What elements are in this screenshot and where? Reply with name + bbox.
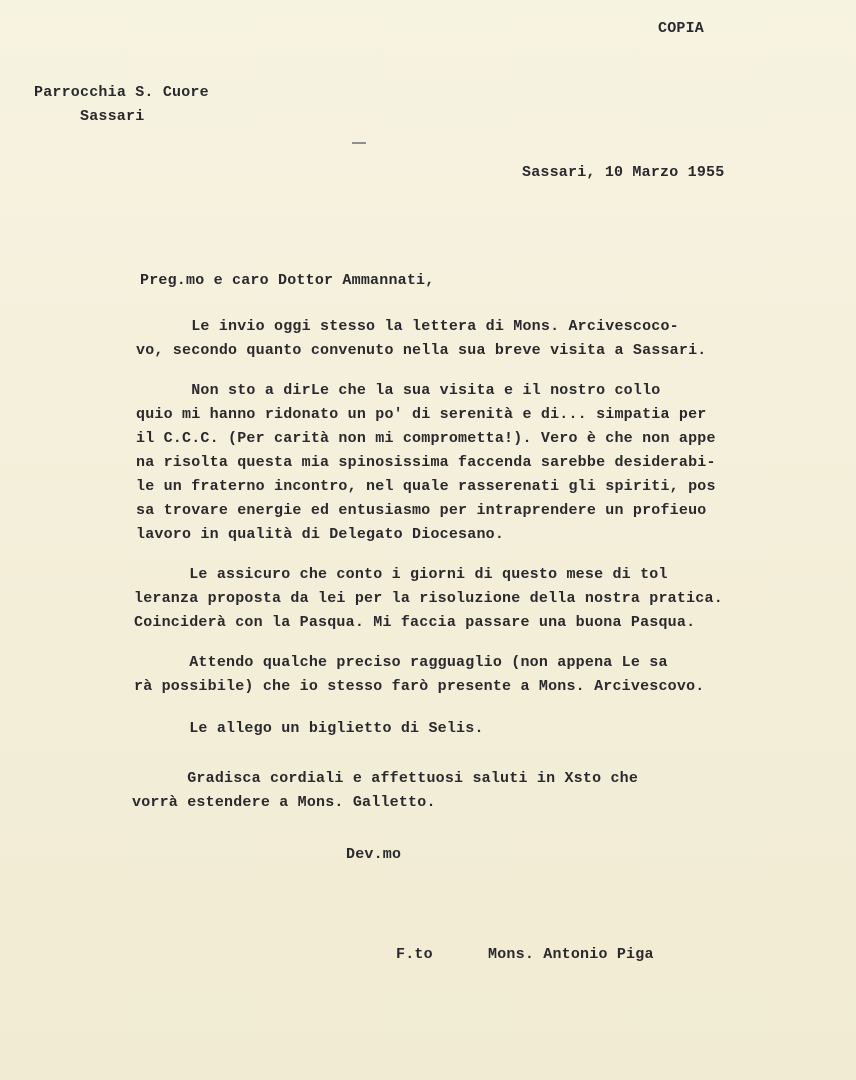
text-line: Le invio oggi stesso la lettera di Mons. Arcivescoco-: [136, 318, 679, 335]
text-line: Non sto a dirLe che la sua visita e il nostro collo: [136, 382, 661, 399]
text-line: quio mi hanno ridonato un po' di serenità e di... simpatia per: [136, 406, 707, 423]
text-line: Gradisca cordiali e affettuosi saluti in Xsto che: [132, 770, 639, 787]
signature-block: [396, 944, 654, 966]
text-line: lavoro in qualità di Delegato Diocesano.: [136, 526, 505, 543]
text-line: sa trovare energie ed entusiasmo per intraprendere un profieuo: [136, 502, 707, 519]
signature-prefix: F.to: [396, 946, 433, 963]
text-line: rà possibile) che io stesso farò presente a Mons. Arcivescovo.: [134, 678, 705, 695]
text-line: na risolta questa mia spinosissima faccenda sarebbe desiderabi-: [136, 454, 716, 471]
letter-date: Sassari, 10 Marzo 1955: [522, 164, 725, 181]
greeting: Preg.mo e caro Dottor Ammannati,: [140, 272, 435, 289]
sender-parish: Parrocchia S. Cuore: [34, 84, 209, 101]
text-line: Coinciderà con la Pasqua. Mi faccia passare una buona Pasqua.: [134, 614, 696, 631]
text-line: Attendo qualche preciso ragguaglio (non appena Le sa: [134, 654, 668, 671]
text-line: vorrà estendere a Mons. Galletto.: [132, 794, 436, 811]
text-line: il C.C.C. (Per carità non mi comprometta!). Vero è che non appe: [136, 430, 716, 447]
signature-name: Mons. Antonio Piga: [488, 946, 654, 963]
text-line: Le allego un biglietto di Selis.: [134, 720, 484, 737]
copy-mark: COPIA: [658, 20, 705, 37]
text-line: vo, secondo quanto convenuto nella sua breve visita a Sassari.: [136, 342, 707, 359]
sender-city: Sassari: [80, 108, 145, 125]
text-line: leranza proposta da lei per la risoluzione della nostra pratica.: [134, 590, 723, 607]
text-line: Le assicuro che conto i giorni di questo mese di tol: [134, 566, 668, 583]
decorative-dash: [352, 142, 366, 144]
text-line: le un fraterno incontro, nel quale rasserenati gli spiriti, pos: [136, 478, 716, 495]
closing-formula: Dev.mo: [346, 846, 402, 863]
